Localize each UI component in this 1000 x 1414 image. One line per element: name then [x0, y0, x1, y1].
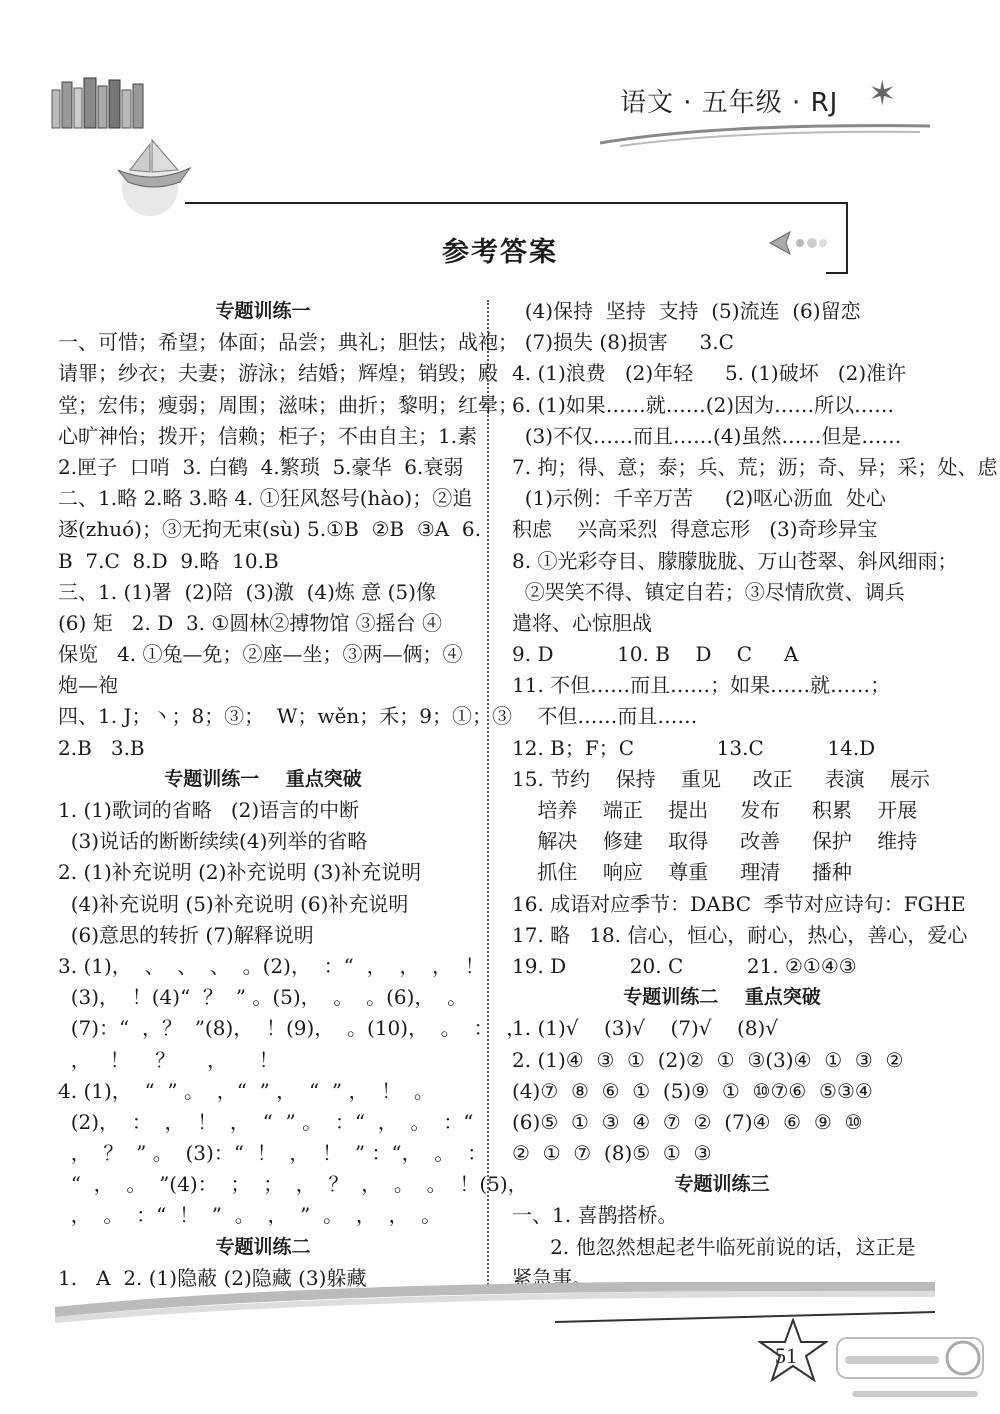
answer-line: 15. 节约 保持 重见 改正 表演 展示 [512, 766, 931, 791]
answer-line: ②哭笑不得、镇定自若；③尽情欣赏、调兵 [512, 579, 905, 604]
book-stack-icon [50, 70, 145, 130]
answer-line: 6. (1)如果……就……(2)因为……所以…… [512, 392, 895, 417]
answer-line: 抓住 响应 尊重 理清 播种 [512, 860, 852, 885]
answer-line: (7)损失 (8)损害 3.C [512, 330, 734, 355]
answer-line: 紧急事。 [512, 1265, 592, 1290]
answer-line: (1)示例：千辛万苦 (2)呕心沥血 处心 [512, 486, 886, 511]
answer-line: 2. 他忽然想起老牛临死前说的话，这正是 [512, 1234, 916, 1259]
answer-line: 保览 4. ①兔—免；②座—坐；③两—俩；④ [58, 642, 463, 667]
section-heading: 专题训练二 重点突破 [623, 986, 821, 1009]
answer-line: 4. (1)， “ ” 。 ，“ ” ， “ ” ， ！ 。 [58, 1078, 434, 1103]
page-number: 51 [775, 1343, 797, 1368]
answer-line: 培养 端正 提出 发布 积累 开展 [512, 798, 918, 822]
answer-line: 请罪；纱衣；夫妻；游泳；结婚；辉煌；销毁；殿 [58, 361, 498, 386]
answer-line: (6)意思的转折 (7)解释说明 [58, 922, 314, 947]
section-heading: 专题训练一 [215, 300, 311, 322]
series-title: 语文 · 五年级 · RJ [620, 88, 839, 118]
answer-line: 8. ①光彩夺目、朦朦胧胧、万山苍翠、斜风细雨； [512, 548, 958, 573]
answer-line: 遣将、心惊胆战 [512, 610, 652, 635]
answer-line: (6)⑤ ① ③ ④ ⑦ ② (7)④ ⑥ ⑨ ⑩ [512, 1109, 863, 1134]
answer-line: 7. 拘；得、意；泰；兵、荒；沥；奇、异；采；处、虑 [512, 454, 998, 479]
answer-line: 一、1. 喜鹊搭桥。 [512, 1203, 678, 1228]
answer-line: ， 。 ：“ ！ ” 。 ， ” 。 ， ， 。 [58, 1203, 442, 1228]
answer-line: (7)：“ ，？ ”(8)， ！(9)， 。(10)， 。 ： ， [58, 1016, 527, 1041]
page-title: 参考答案 [442, 237, 558, 268]
answer-line: (3)， ！(4)“ ？ ” 。(5)， 。 。(6)， 。 [58, 985, 468, 1010]
frame-line [185, 202, 847, 204]
answer-line: ， ？ ” 。 (3)：“ ！ ， ！ ” ：“， 。 ： [58, 1141, 488, 1166]
answer-line: 逐(zhuó)；③无拘无束(sù) 5.①B ②B ③A 6. [58, 517, 481, 542]
answer-line: 2.B 3.B [58, 735, 145, 760]
answer-line: 1. (1)歌词的省略 (2)语言的中断 [58, 798, 360, 822]
answer-line: 17. 略 18. 信心，恒心，耐心，热心，善心，爱心 [512, 922, 968, 947]
answer-line: 炮—袍 [58, 673, 118, 698]
answer-line: “ ， 。 ”(4)： ； ； ， ？ ， 。 。 ！(5)， [58, 1172, 528, 1197]
answer-line: 心旷神怡；拨开；信赖；柜子；不由自主；1.素 [58, 423, 478, 448]
answer-line: 9. D 10. B D C A [512, 642, 799, 667]
sailing-boat-icon [108, 130, 198, 220]
answer-line: 解决 修建 取得 改善 保护 维持 [512, 829, 918, 854]
answer-line: 一、可惜；希望；体面；品尝；典礼；胆怯；战袍； [58, 330, 518, 355]
answer-line: 三、1. (1)署 (2)陪 (3)激 (4)炼 意 (5)像 [58, 579, 436, 604]
header-swoosh [600, 118, 930, 148]
answer-line: 不但……而且…… [512, 704, 698, 729]
answer-line: (4)保持 坚持 支持 (5)流连 (6)留恋 [512, 299, 861, 323]
answer-line: 四、1. J；丶；8；③； W；wěn；禾；9；①；③ [58, 704, 513, 729]
answer-line: B 7.C 8.D 9.略 10.B [58, 548, 279, 573]
answer-line: 2. (1)④ ③ ① (2)② ① ③(3)④ ① ③ ② [512, 1047, 904, 1072]
right-column [512, 296, 998, 1294]
answer-line: (4)⑦ ⑧ ⑥ ① (5)⑨ ① ⑩⑦⑥ ⑤③④ [512, 1078, 873, 1103]
section-heading: 专题训练一 重点突破 [164, 767, 362, 790]
answer-line: 二、1.略 2.略 3.略 4. ①狂风怒号(hào)；②追 [58, 486, 473, 511]
answer-line: 1. A 2. (1)隐蔽 (2)隐藏 (3)躲藏 [58, 1265, 367, 1290]
section-heading: 专题训练三 [674, 1173, 770, 1196]
answer-line: (3)不仅……而且……(4)虽然……但是…… [512, 423, 902, 448]
answer-line: 2. (1)补充说明 (2)补充说明 (3)补充说明 [58, 860, 422, 885]
left-column [58, 296, 528, 1294]
answer-line: (2)， ： ， ！ ， “ ” 。 ：“ ， 。 ：“ [58, 1109, 474, 1134]
answer-line: (6) 矩 2. D 3. ①圆林②搏物馆 ③摇台 ④ [58, 610, 443, 635]
answer-line: ② ① ⑦ (8)⑤ ① ③ [512, 1141, 712, 1166]
frame-line [826, 272, 848, 274]
watermark-logo [835, 1330, 985, 1410]
column-divider [487, 300, 489, 1285]
answer-line: 4. (1)浪费 (2)年轻 5. (1)破坏 (2)准许 [512, 361, 907, 386]
answer-line: 19. D 20. C 21. ②①④③ [512, 953, 857, 978]
answer-line: 1. (1)√ (3)√ (7)√ (8)√ [512, 1016, 779, 1041]
answer-line: ， ！ ？ ， ！ [58, 1047, 279, 1072]
answer-line: 积虑 兴高采烈 得意忘形 (3)奇珍异宝 [512, 517, 878, 542]
answer-line: 11. 不但……而且……；如果……就……； [512, 673, 891, 698]
answer-line: (4)补充说明 (5)补充说明 (6)补充说明 [58, 891, 409, 916]
answer-line: 16. 成语对应季节：DABC 季节对应诗句：FGHE [512, 891, 966, 916]
answer-line: 3. (1)， 、 、 、 。(2)， ：“ ， ， ， ！ [58, 953, 485, 978]
star-icon: ✶ [868, 74, 897, 114]
section-heading: 专题训练二 [215, 1235, 311, 1258]
answer-line: 2.匣子 口哨 3. 白鹤 4.繁琐 5.豪华 6.衰弱 [58, 454, 464, 479]
answer-line: 12. B；F；C 13.C 14.D [512, 735, 876, 760]
answer-line: (3)说话的断断续续(4)列举的省略 [58, 829, 368, 854]
answer-line: 堂；宏伟；瘦弱；周围；滋味；曲折；黎明；红晕； [58, 392, 518, 417]
